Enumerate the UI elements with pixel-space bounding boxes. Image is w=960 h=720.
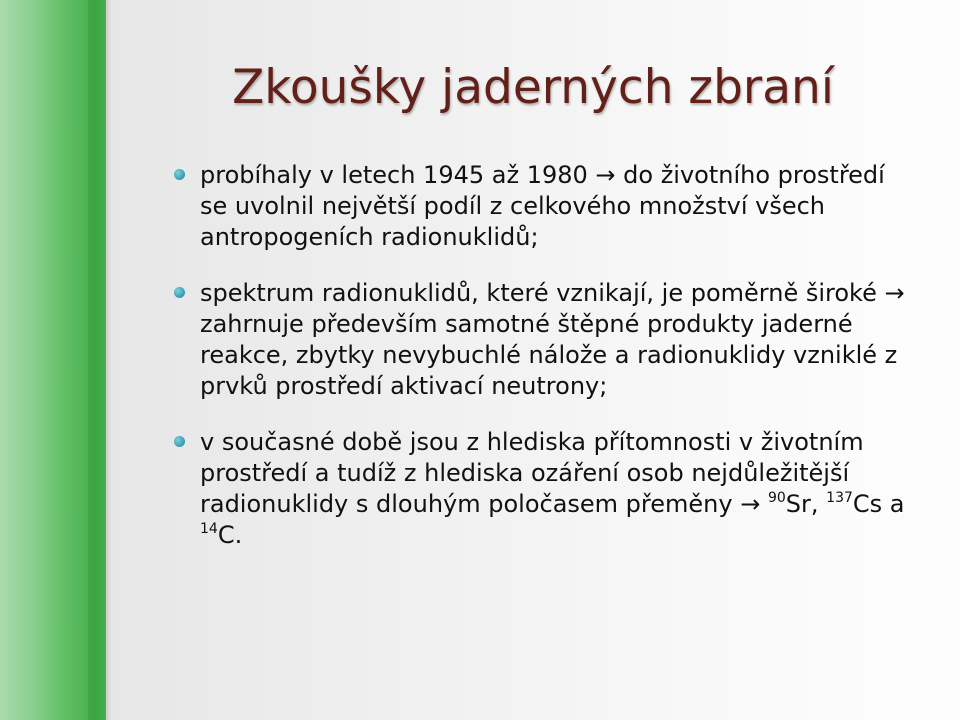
nuclide-mass-c: 14 xyxy=(200,521,218,537)
nuclide-symbol-c: C xyxy=(217,521,235,549)
bullet-item-2 xyxy=(174,278,914,402)
bullet-dot-icon xyxy=(174,436,185,447)
slide-title: Zkoušky jaderných zbraní xyxy=(232,60,834,115)
bullet-dot-icon xyxy=(174,287,185,298)
nuclide-terminator: . xyxy=(234,521,243,549)
green-side-bar xyxy=(0,0,88,720)
nuclide-mass-cs: 137 xyxy=(826,490,853,506)
bullet-list xyxy=(174,160,914,576)
bullet-dot-icon xyxy=(174,169,185,180)
nuclide-separator: a xyxy=(882,490,905,518)
green-side-bar-edge xyxy=(88,0,106,720)
nuclide-mass-sr: 90 xyxy=(767,490,786,506)
bullet-text-3: v současné době jsou z hlediska přítomnosti v životním prostředí a tudíž z hlediska ozáření osob nejdůležitější radionuklidy s dlouhým poločasem přeměny → xyxy=(200,428,864,518)
bullet-text-2: spektrum radionuklidů, které vznikají, je poměrně široké → zahrnuje především samotné štěpné produkty jaderné reakce, zbytky nevybuchlé nálože a radionuklidy vzniklé z prvků prostředí aktivací neutrony; xyxy=(200,279,905,400)
bullet-item-3 xyxy=(174,427,914,551)
nuclide-symbol-cs: Cs xyxy=(852,490,883,518)
nuclide-symbol-sr: Sr xyxy=(785,490,811,518)
bullet-text-1: probíhaly v letech 1945 až 1980 → do životního prostředí se uvolnil největší podíl z celkového množství všech antropogeních radionuklidů; xyxy=(200,161,885,251)
nuclide-separator: , xyxy=(810,490,827,518)
bullet-item-1 xyxy=(174,160,914,253)
